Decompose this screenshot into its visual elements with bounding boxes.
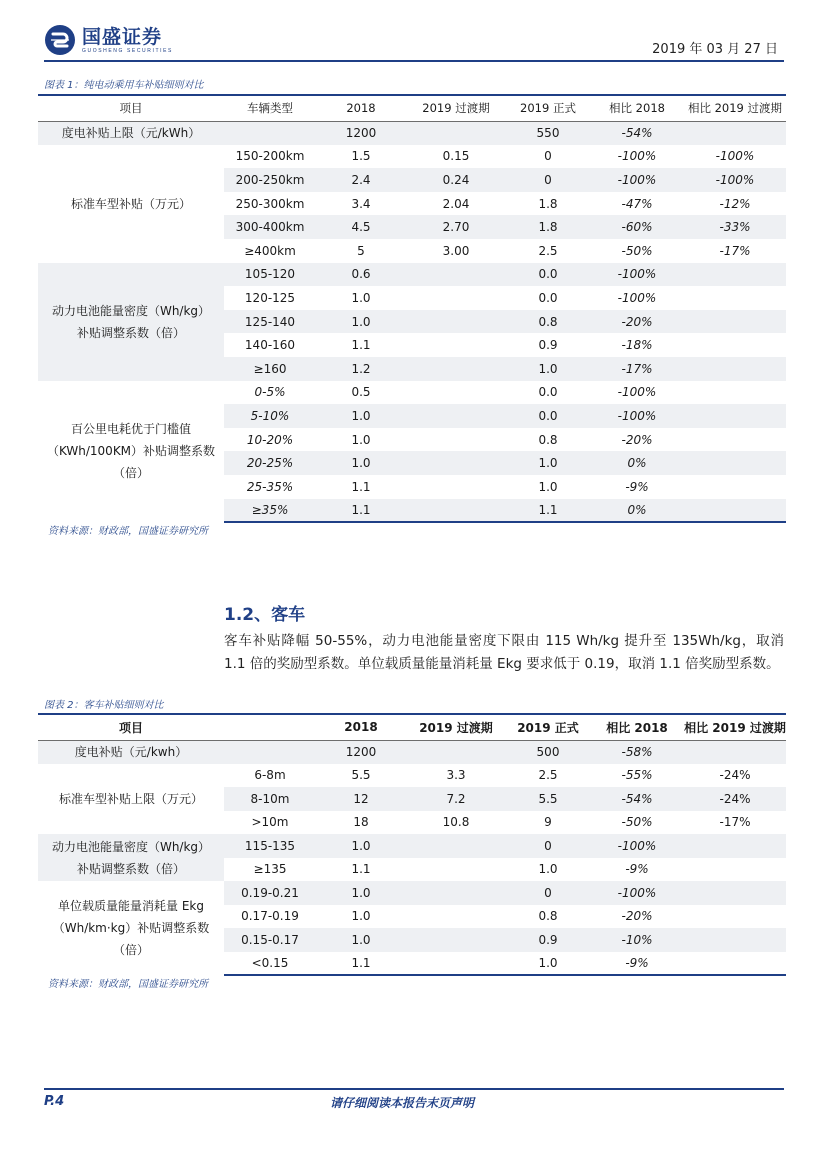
table-cell xyxy=(684,381,786,405)
table-cell: -24% xyxy=(684,787,786,811)
table-cell: 0.19-0.21 xyxy=(224,881,316,905)
table-cell: 3.3 xyxy=(446,768,466,783)
table-cell xyxy=(684,905,786,929)
table-cell xyxy=(406,928,506,952)
table-cell: 1.8 xyxy=(538,196,558,211)
table2-header-cell: 相比 2018 xyxy=(590,714,684,740)
table-cell: 1.0 xyxy=(316,881,406,905)
table-cell: 5-10% xyxy=(224,404,316,428)
table-cell xyxy=(684,428,786,452)
table-cell: 2.04 xyxy=(442,196,470,211)
table-cell xyxy=(684,333,786,357)
table-cell: 0.6 xyxy=(316,263,406,287)
table-cell: 125-140 xyxy=(224,310,316,334)
table-cell: 1200 xyxy=(316,121,406,145)
table-cell: 1.1 xyxy=(506,499,590,523)
table-cell: 10-20% xyxy=(246,432,294,447)
table-cell xyxy=(684,834,786,858)
table1-caption: 图表 1：纯电动乘用车补贴细则对比 xyxy=(44,80,204,91)
table2-bus-subsidy xyxy=(38,713,786,976)
table-cell: 0.15 xyxy=(442,149,470,164)
table2-header-row xyxy=(38,714,786,740)
table-cell: -9% xyxy=(625,479,649,494)
table-cell: ≥35% xyxy=(224,499,316,523)
table-cell: 1.0 xyxy=(351,432,371,447)
page-number: P.4 xyxy=(44,1094,65,1109)
table-cell: -100% xyxy=(617,290,657,305)
table-cell: 7.2 xyxy=(406,787,506,811)
table-cell: 300-400km xyxy=(224,215,316,239)
table-cell: 1.0 xyxy=(351,909,371,924)
table-cell: -50% xyxy=(621,815,653,830)
table-cell: -60% xyxy=(590,215,684,239)
table-cell: 1.0 xyxy=(316,310,406,334)
table-cell: 0% xyxy=(590,499,684,523)
table-cell: 12 xyxy=(316,787,406,811)
group-label: 动力电池能量密度（Wh/kg）补贴调整系数（倍） xyxy=(38,263,224,381)
page-header xyxy=(44,20,784,64)
table-cell xyxy=(406,310,506,334)
table1-header-cell: 2018 xyxy=(316,95,406,121)
table-cell: -100% xyxy=(590,834,684,858)
table-cell: ≥160 xyxy=(224,357,316,381)
table-row xyxy=(38,121,786,145)
table-cell: 1200 xyxy=(316,740,406,764)
guosheng-logo-icon xyxy=(44,24,76,56)
footer-divider xyxy=(44,1088,784,1090)
table2-header-cell: 2019 过渡期 xyxy=(406,714,506,740)
group-label: 标准车型补贴（万元） xyxy=(38,145,224,263)
table-cell: -55% xyxy=(621,768,653,783)
table-cell: 0 xyxy=(506,881,590,905)
table-cell xyxy=(684,858,786,882)
table-cell xyxy=(406,263,506,287)
table-cell: 105-120 xyxy=(224,263,316,287)
table-cell: 1.1 xyxy=(351,479,371,494)
table-cell xyxy=(406,499,506,523)
table1-header-cell: 项目 xyxy=(38,95,224,121)
table-cell: -100% xyxy=(684,168,786,192)
table-cell: -18% xyxy=(621,338,653,353)
table-cell: 1.2 xyxy=(316,357,406,381)
table-cell: 3.4 xyxy=(351,196,371,211)
table1-header-cell: 2019 正式 xyxy=(506,95,590,121)
table-cell: 5.5 xyxy=(506,787,590,811)
table-cell: 0.0 xyxy=(506,263,590,287)
table-row xyxy=(38,263,786,287)
table-row xyxy=(38,145,786,169)
table-cell: 1.0 xyxy=(316,834,406,858)
table-cell: 3.00 xyxy=(442,243,470,258)
table-cell: 0 xyxy=(544,149,552,164)
table-cell: ≥135 xyxy=(253,862,287,877)
table-cell: -20% xyxy=(590,310,684,334)
table-cell xyxy=(684,928,786,952)
table-cell: 0.24 xyxy=(406,168,506,192)
table-cell xyxy=(684,263,786,287)
table2-header-cell: 相比 2019 过渡期 xyxy=(684,714,786,740)
table-cell xyxy=(406,740,506,764)
table-cell: 1.5 xyxy=(351,149,371,164)
table-cell xyxy=(224,740,316,764)
logo-chinese-name: 国盛证券 xyxy=(82,25,163,48)
table-cell: 2.5 xyxy=(538,768,558,783)
table-cell: 6-8m xyxy=(254,768,286,783)
table-cell xyxy=(684,740,786,764)
table-cell xyxy=(406,428,506,452)
table-cell: 0-5% xyxy=(254,385,286,400)
logo-english-name: GUOSHENG SECURITIES xyxy=(82,47,173,54)
report-date: 2019 年 03 月 27 日 xyxy=(652,42,778,57)
table-cell: 8-10m xyxy=(224,787,316,811)
table-cell: 0.8 xyxy=(538,432,558,447)
table-cell: 0 xyxy=(506,834,590,858)
table-cell: 4.5 xyxy=(316,215,406,239)
table-cell xyxy=(684,357,786,381)
table-cell xyxy=(406,381,506,405)
table-cell: 1.1 xyxy=(316,499,406,523)
table-cell: 0.17-0.19 xyxy=(241,909,299,924)
table-cell: 1.1 xyxy=(351,338,371,353)
table-cell: 200-250km xyxy=(224,168,316,192)
table-cell: -54% xyxy=(590,121,684,145)
table-row xyxy=(38,381,786,405)
table-cell xyxy=(406,286,506,310)
group-label: 百公里电耗优于门槛值（KWh/100KM）补贴调整系数（倍） xyxy=(38,381,224,523)
company-logo xyxy=(44,24,173,56)
table-cell: -12% xyxy=(719,196,751,211)
table-cell: -10% xyxy=(590,928,684,952)
table-cell xyxy=(406,357,506,381)
table2-caption: 图表 2：客车补贴细则对比 xyxy=(44,700,164,711)
table-cell: 1.0 xyxy=(506,357,590,381)
table1-header-cell: 车辆类型 xyxy=(224,95,316,121)
table-cell: -20% xyxy=(621,909,653,924)
table-cell: 120-125 xyxy=(244,290,296,305)
table-row xyxy=(38,834,786,858)
table-cell: -47% xyxy=(621,196,653,211)
table2-header-cell xyxy=(224,714,316,740)
table1-header-cell: 相比 2019 过渡期 xyxy=(684,95,786,121)
table-cell: 0.0 xyxy=(538,290,558,305)
table-cell: 1.0 xyxy=(316,451,406,475)
table-cell: 115-135 xyxy=(224,834,316,858)
table-cell: 1.8 xyxy=(506,215,590,239)
table-cell: -100% xyxy=(617,149,657,164)
table-cell: -54% xyxy=(590,787,684,811)
table-cell: -17% xyxy=(719,815,751,830)
table-cell: 0.5 xyxy=(351,385,371,400)
table-cell: >10m xyxy=(251,815,289,830)
table-cell: -9% xyxy=(625,862,649,877)
table-cell: 1.0 xyxy=(506,952,590,976)
table-cell: 1.0 xyxy=(538,479,558,494)
table-cell: -20% xyxy=(621,432,653,447)
table2-header-cell: 2019 正式 xyxy=(506,714,590,740)
table-cell xyxy=(406,881,506,905)
table-cell: -50% xyxy=(621,243,653,258)
table1-source: 资料来源：财政部，国盛证券研究所 xyxy=(48,526,208,537)
table-cell: <0.15 xyxy=(224,952,316,976)
table-cell: 500 xyxy=(506,740,590,764)
group-label: 标准车型补贴上限（万元） xyxy=(38,764,224,835)
table-cell: -100% xyxy=(590,168,684,192)
table-cell xyxy=(684,499,786,523)
group-label: 动力电池能量密度（Wh/kg）补贴调整系数（倍） xyxy=(38,834,224,881)
table-cell: -17% xyxy=(590,357,684,381)
table-cell: -100% xyxy=(715,149,755,164)
table-cell: 2.70 xyxy=(406,215,506,239)
table-cell: 550 xyxy=(506,121,590,145)
table-cell xyxy=(684,451,786,475)
table-cell: -100% xyxy=(590,263,684,287)
group-label: 度电补贴上限（元/kWh） xyxy=(38,121,224,145)
table-cell: 250-300km xyxy=(235,196,305,211)
table-cell: 1.0 xyxy=(538,862,558,877)
table-cell: 140-160 xyxy=(244,338,296,353)
group-label: 单位载质量能量消耗量 Ekg（Wh/km·kg）补贴调整系数（倍） xyxy=(38,881,224,975)
table-cell xyxy=(406,451,506,475)
table-cell xyxy=(684,121,786,145)
table2-header-cell: 项目 xyxy=(38,714,224,740)
table-cell: 2.4 xyxy=(316,168,406,192)
table-cell xyxy=(684,475,786,499)
table-cell: 5.5 xyxy=(351,768,371,783)
table-cell xyxy=(684,952,786,976)
table-cell: 0.15-0.17 xyxy=(224,928,316,952)
section-title: 1.2、客车 xyxy=(224,605,306,625)
table-cell xyxy=(406,858,506,882)
table1-header-cell: 2019 过渡期 xyxy=(406,95,506,121)
table1-header-row xyxy=(38,95,786,121)
table-cell xyxy=(406,834,506,858)
table-row xyxy=(38,764,786,788)
table-cell xyxy=(684,310,786,334)
table-row xyxy=(38,881,786,905)
table1-passenger-ev-subsidy xyxy=(38,94,786,523)
table-cell: ≥400km xyxy=(244,243,296,258)
table-cell: 18 xyxy=(353,815,369,830)
table-cell: 20-25% xyxy=(224,451,316,475)
table-cell: 0.8 xyxy=(506,310,590,334)
table-cell: 0% xyxy=(590,451,684,475)
table-cell: 1.0 xyxy=(351,290,371,305)
section-paragraph: 客车补贴降幅 50-55%，动力电池能量密度下限由 115 Wh/kg 提升至 135Wh/kg，取消 1.1 倍的奖励型系数。单位载质量能量消耗量 Ekg 要求低于 0.19，取消 1.1 倍奖励型系数。 xyxy=(224,633,784,672)
table-cell: 0.9 xyxy=(538,338,558,353)
table-cell xyxy=(406,905,506,929)
table-cell: -33% xyxy=(684,215,786,239)
table-cell xyxy=(684,286,786,310)
table-cell xyxy=(406,475,506,499)
table-cell: 0.0 xyxy=(538,385,558,400)
table-cell: -100% xyxy=(617,385,657,400)
table-cell xyxy=(406,333,506,357)
table-row xyxy=(38,740,786,764)
table-cell: -100% xyxy=(590,404,684,428)
table-cell xyxy=(406,404,506,428)
group-label: 度电补贴（元/kwh） xyxy=(38,740,224,764)
table-cell: -58% xyxy=(590,740,684,764)
table-cell xyxy=(406,952,506,976)
table-cell: 0 xyxy=(506,168,590,192)
table-cell: 9 xyxy=(544,815,552,830)
table-cell: 10.8 xyxy=(442,815,470,830)
header-divider xyxy=(44,60,784,62)
table1-header-cell: 相比 2018 xyxy=(590,95,684,121)
table-cell xyxy=(684,881,786,905)
table-cell xyxy=(406,121,506,145)
table-cell: 0.8 xyxy=(538,909,558,924)
table-cell: -100% xyxy=(590,881,684,905)
table-cell xyxy=(224,121,316,145)
table-cell: 1.0 xyxy=(316,404,406,428)
table-cell xyxy=(684,404,786,428)
table2-header-cell: 2018 xyxy=(316,714,406,740)
table-cell: 2.5 xyxy=(538,243,558,258)
table-cell: 1.1 xyxy=(351,862,371,877)
table-cell: 1.0 xyxy=(316,928,406,952)
table2-source: 资料来源：财政部，国盛证券研究所 xyxy=(48,979,208,990)
table-cell: 1.0 xyxy=(506,451,590,475)
table-cell: 5 xyxy=(357,243,365,258)
footer-disclaimer: 请仔细阅读本报告末页声明 xyxy=(330,1096,475,1110)
table-cell: 25-35% xyxy=(246,479,294,494)
table-cell: 1.1 xyxy=(316,952,406,976)
table-cell: 0.0 xyxy=(506,404,590,428)
table-cell: 150-200km xyxy=(235,149,305,164)
table-cell: -9% xyxy=(590,952,684,976)
table-cell: -24% xyxy=(719,768,751,783)
table-cell: -17% xyxy=(719,243,751,258)
table-cell: 0.9 xyxy=(506,928,590,952)
